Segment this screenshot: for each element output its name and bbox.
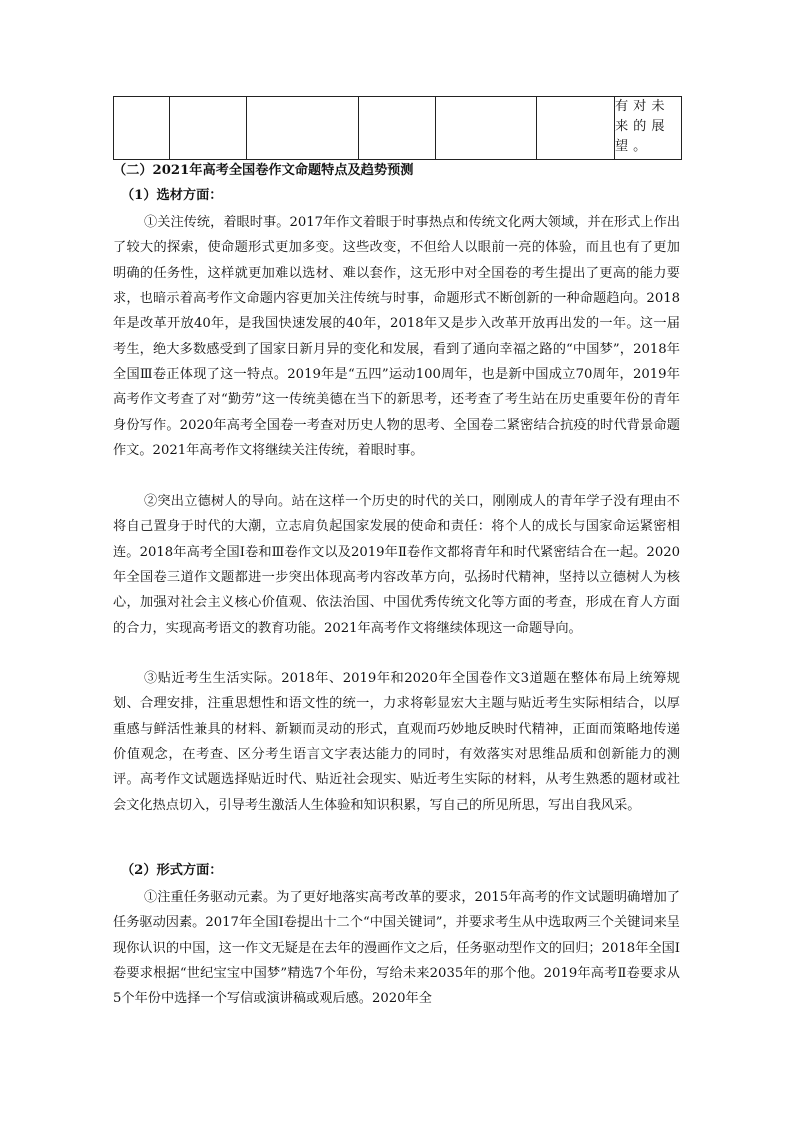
table-cell <box>170 97 247 160</box>
section-heading: （二）2021年高考全国卷作文命题特点及趋势预测 <box>113 163 414 178</box>
table-cell <box>615 97 682 160</box>
paragraph-moral-education: ②突出立德树人的导向。站在这样一个历史的时代的关口，刚刚成人的青年学子没有理由不将自己置身于时代的大潮，立志肩负起国家发展的使命和责任：将个人的成长与国家命运紧密相连。2018年高考全国Ⅰ卷和Ⅲ卷作文以及2019年Ⅱ卷作文都将青年和时代紧密结合在一起。2020年全国卷三道作文题都进一步突出体现高考内容改革方向，弘扬时代精神，坚持以立德树人为核心，加强对社会主义核心价值观、依法治国、中国优秀传统文化等方面的考查，形成在育人方面的合力，实现高考语文的教育功能。2021年高考作文将继续体现这一命题导向。 <box>113 494 680 636</box>
table-cell <box>359 97 436 160</box>
paragraph-task-driven: ①注重任务驱动元素。为了更好地落实高考改革的要求，2015年高考的作文试题明确增加了任务驱动因素。2017年全国Ⅰ卷提出十二个“中国关键词”，并要求考生从中选取两三个关键词来呈现你认识的中国，这一作文无疑是在去年的漫画作文之后，任务驱动型作文的回归；2018年全国Ⅰ卷要求根据“世纪宝宝中国梦”精选7个年份，写给未来2035年的那个他。2019年高考Ⅱ卷要求从5个年份中选择一个写信或演讲稿或观后感。2020年全 <box>113 890 680 1007</box>
table-cell <box>436 97 537 160</box>
subsection-heading-material: （1）选材方面： <box>121 188 223 203</box>
table-cell-text: 有对未来的展望。 <box>615 99 670 154</box>
paragraph-student-life: ③贴近考生生活实际。2018年、2019年和2020年全国卷作文3道题在整体布局上统筹规划、合理安排，注重思想性和语文性的统一，力求将彰显宏大主题与贴近考生实际相结合，以厚重感与鲜活性兼具的材料、新颖而灵动的形式，直观而巧妙地反映时代精神，正面而策略地传递价值观念，在考查、区分考生语言文字表达能力的同时，有效落实对思维品质和创新能力的测评。高考作文试题选择贴近时代、贴近社会现实、贴近考生实际的材料，从考生熟悉的题材或社会文化热点切入，引导考生激活人生体验和知识积累，写自己的所见所思，写出自我风采。 <box>113 671 680 813</box>
table-cell <box>537 97 615 160</box>
table-cell <box>114 97 170 160</box>
table-cell <box>247 97 359 160</box>
table-row <box>114 97 682 160</box>
subsection-heading-form: （2）形式方面： <box>121 863 223 878</box>
continued-table <box>113 96 682 160</box>
paragraph-tradition: ①关注传统，着眼时事。2017年作文着眼于时事热点和传统文化两大领域，并在形式上作出了较大的探索，使命题形式更加多变。这些改变，不但给人以眼前一亮的体验，而且也有了更加明确的任务性，这样就更加难以选材、难以套作，这无形中对全国卷的考生提出了更高的能力要求，也暗示着高考作文命题内容更加关注传统与时事，命题形式不断创新的一种命题趋向。2018年是改革开放40年，是我国快速发展的40年，2018年又是步入改革开放再出发的一年。这一届考生，绝大多数感受到了国家日新月异的变化和发展，看到了通向幸福之路的“中国梦”，2018年全国Ⅲ卷正体现了这一特点。2019年是“五四”运动100周年，也是新中国成立70周年，2019年高考作文考查了对“勤劳”这一传统美德在当下的新思考，还考查了考生站在历史重要年份的青年身份写作。2020年高考全国卷一考查对历史人物的思考、全国卷二紧密结合抗疫的时代背景命题作文。2021年高考作文将继续关注传统，着眼时事。 <box>113 215 680 459</box>
